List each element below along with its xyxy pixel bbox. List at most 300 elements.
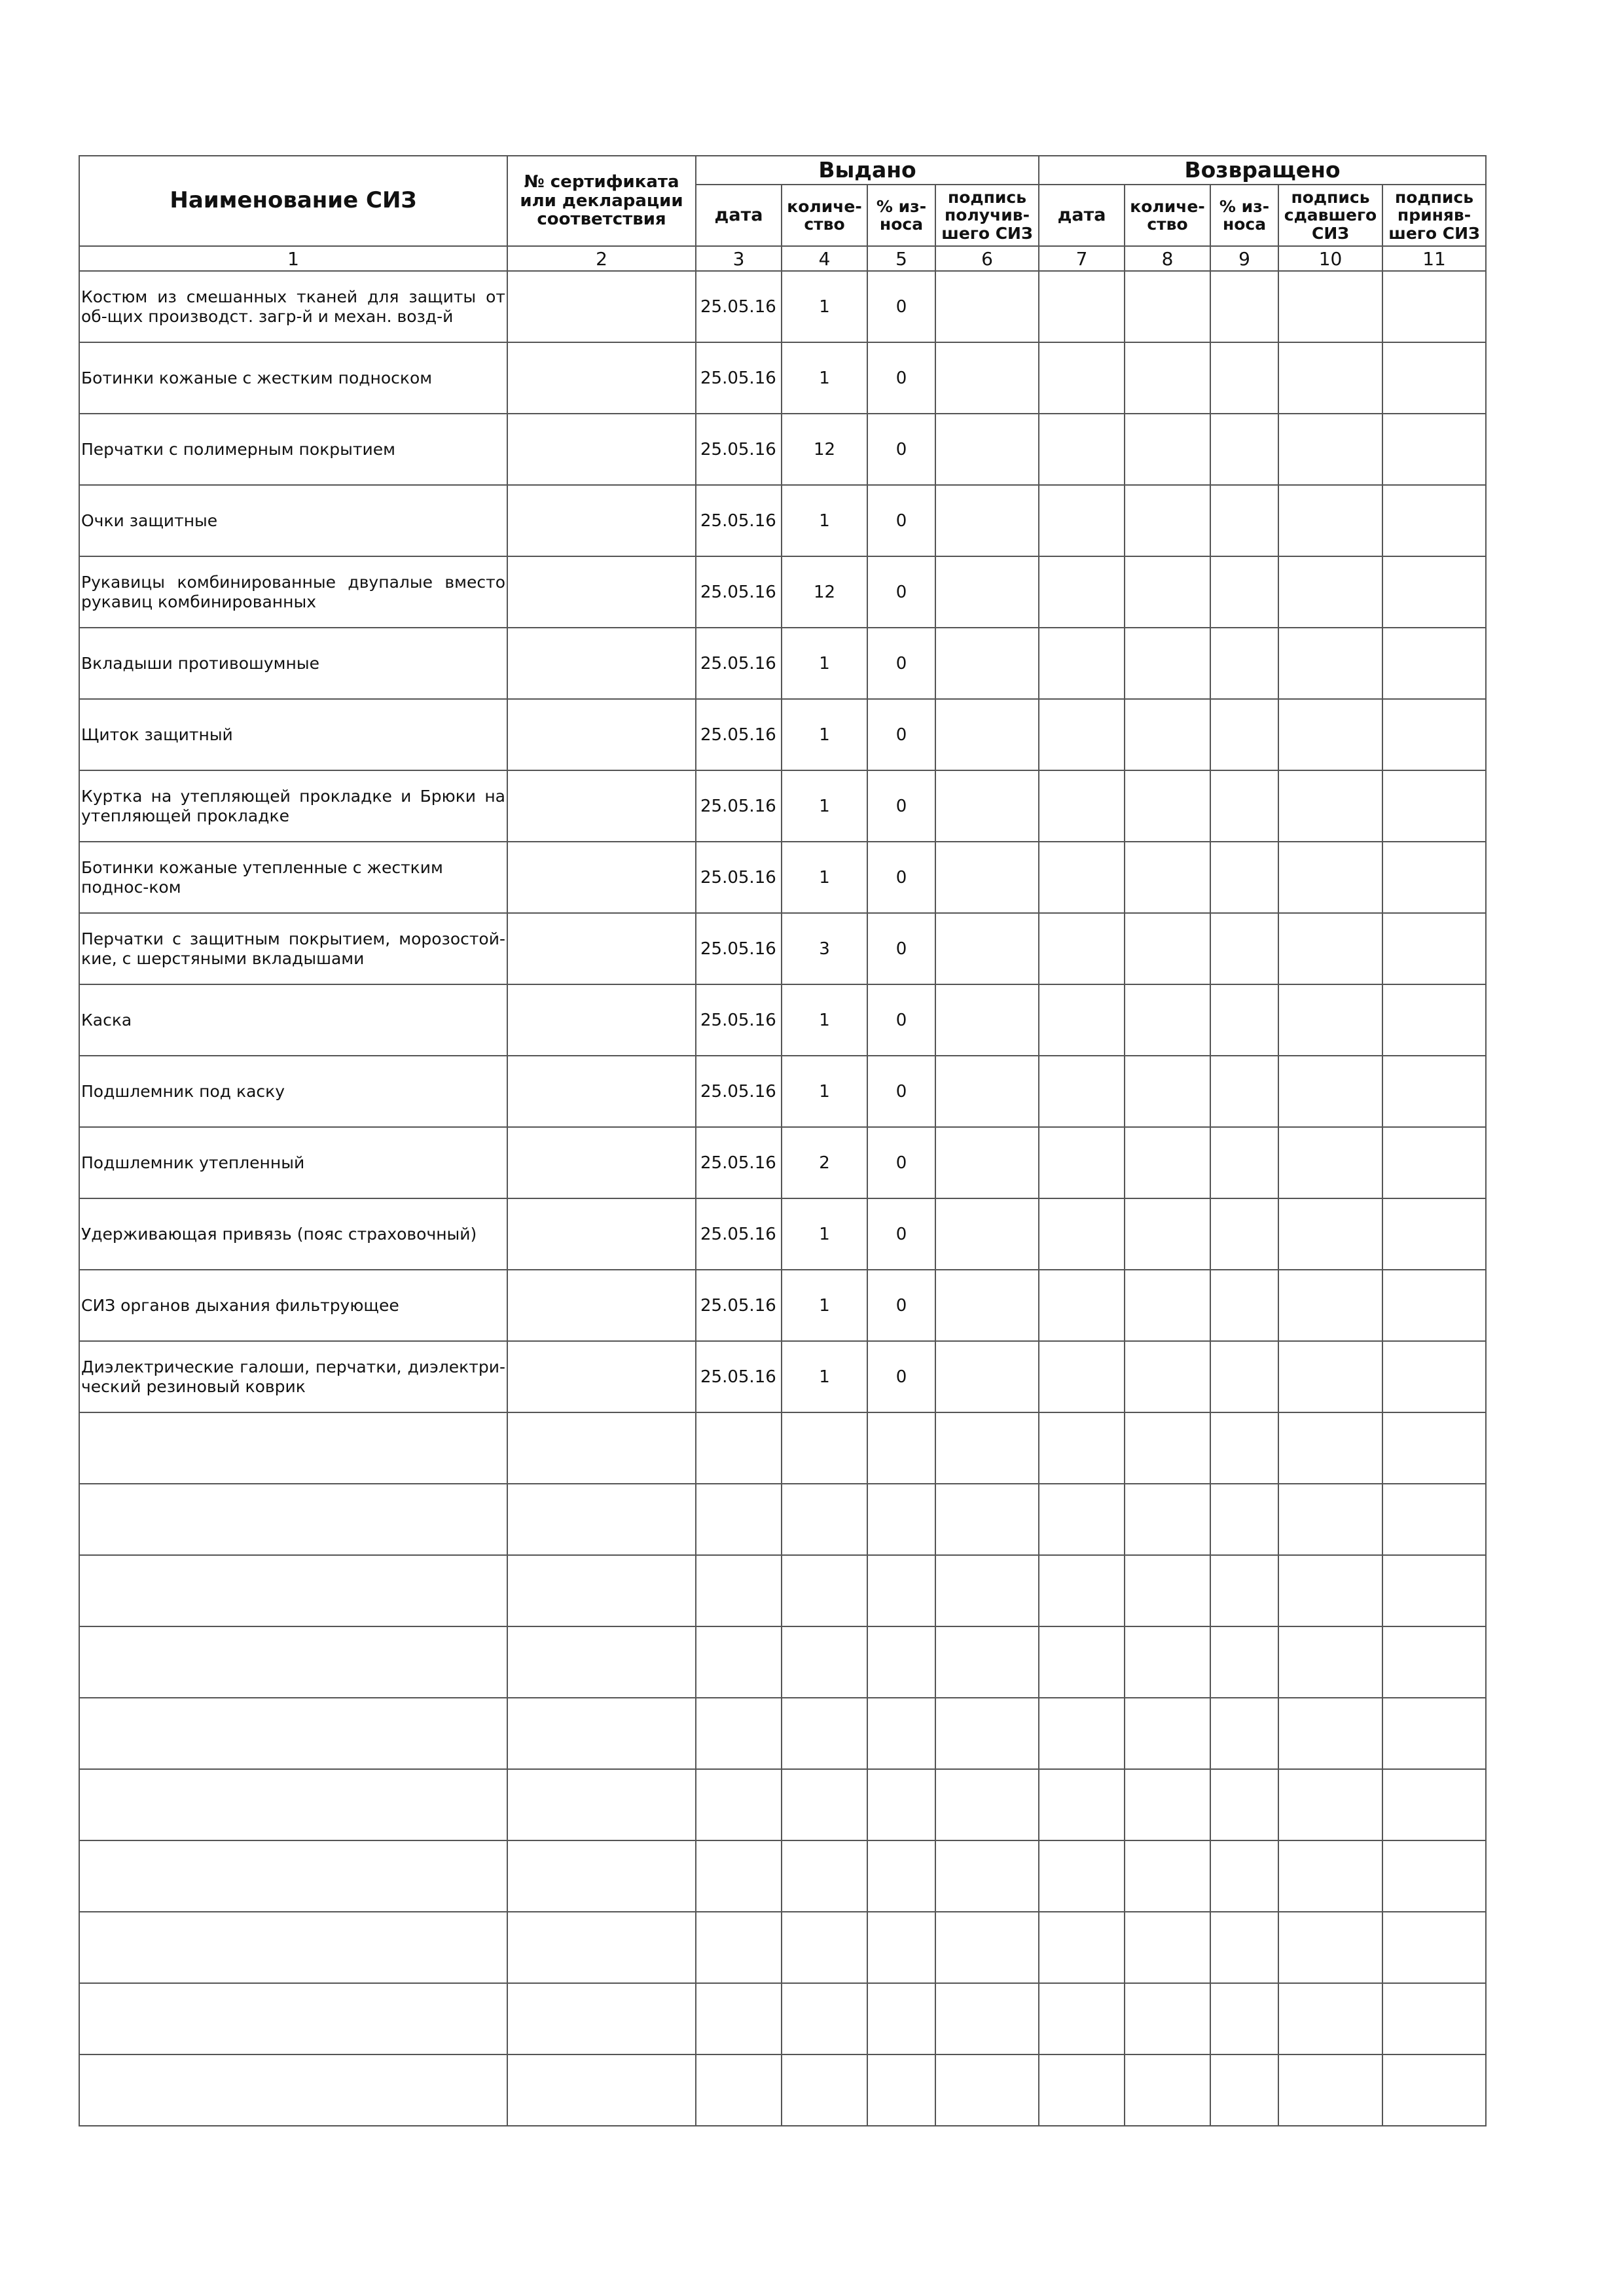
returned-receiver-signature [1382, 1840, 1486, 1912]
certificate-cell [507, 1412, 696, 1484]
returned-date [1039, 699, 1125, 770]
returned-quantity [1125, 913, 1210, 984]
certificate-cell [507, 1270, 696, 1341]
certificate-cell [507, 1056, 696, 1127]
table-row [79, 699, 1486, 770]
returned-date [1039, 414, 1125, 485]
returned-date [1039, 1198, 1125, 1270]
item-name: Ботинки кожаные с жестким подноском [79, 342, 507, 414]
returned-giver-signature [1278, 1912, 1382, 1983]
returned-quantity [1125, 1983, 1210, 2054]
header-issued-sign: подпись получив-шего СИЗ [935, 185, 1039, 246]
returned-giver-signature [1278, 1412, 1382, 1484]
certificate-cell [507, 1198, 696, 1270]
returned-quantity [1125, 342, 1210, 414]
issued-quantity: 1 [782, 1270, 867, 1341]
returned-giver-signature [1278, 913, 1382, 984]
table-row [79, 1127, 1486, 1198]
issued-wear-percent: 0 [867, 699, 935, 770]
returned-wear-percent [1210, 770, 1278, 842]
returned-wear-percent [1210, 699, 1278, 770]
issued-recipient-signature [935, 842, 1039, 913]
issued-date: 25.05.16 [696, 984, 782, 1056]
header-returned-qty: количе-ство [1125, 185, 1210, 246]
issued-date: 25.05.16 [696, 842, 782, 913]
returned-wear-percent [1210, 414, 1278, 485]
issued-wear-percent [867, 1412, 935, 1484]
issued-date [696, 1769, 782, 1840]
item-name: Очки защитные [79, 485, 507, 556]
returned-date [1039, 1626, 1125, 1698]
item-name: Удерживающая привязь (пояс страховочный) [79, 1198, 507, 1270]
issued-quantity: 1 [782, 770, 867, 842]
item-name [79, 1555, 507, 1626]
certificate-cell [507, 1769, 696, 1840]
issued-wear-percent [867, 1912, 935, 1983]
returned-giver-signature [1278, 342, 1382, 414]
returned-wear-percent [1210, 1341, 1278, 1412]
column-number: 8 [1125, 246, 1210, 271]
returned-quantity [1125, 1127, 1210, 1198]
table-row [79, 1912, 1486, 1983]
certificate-cell [507, 271, 696, 342]
issued-recipient-signature [935, 1698, 1039, 1769]
returned-receiver-signature [1382, 1484, 1486, 1555]
issued-wear-percent: 0 [867, 271, 935, 342]
table-row [79, 1198, 1486, 1270]
table-row [79, 1769, 1486, 1840]
issued-wear-percent: 0 [867, 556, 935, 628]
column-number: 5 [867, 246, 935, 271]
returned-wear-percent [1210, 1555, 1278, 1626]
returned-quantity [1125, 1341, 1210, 1412]
issued-quantity [782, 1840, 867, 1912]
issued-date: 25.05.16 [696, 485, 782, 556]
returned-giver-signature [1278, 1127, 1382, 1198]
returned-giver-signature [1278, 842, 1382, 913]
returned-date [1039, 271, 1125, 342]
returned-wear-percent [1210, 485, 1278, 556]
returned-wear-percent [1210, 1912, 1278, 1983]
issued-recipient-signature [935, 1270, 1039, 1341]
issued-recipient-signature [935, 984, 1039, 1056]
returned-receiver-signature [1382, 628, 1486, 699]
column-number-row [79, 246, 1486, 271]
returned-wear-percent [1210, 842, 1278, 913]
returned-wear-percent [1210, 1198, 1278, 1270]
item-name: Ботинки кожаные утепленные с жестким поднос-ком [79, 842, 507, 913]
returned-date [1039, 628, 1125, 699]
issued-wear-percent: 0 [867, 1127, 935, 1198]
issued-wear-percent: 0 [867, 485, 935, 556]
returned-giver-signature [1278, 628, 1382, 699]
issued-wear-percent: 0 [867, 984, 935, 1056]
table-row [79, 1412, 1486, 1484]
returned-date [1039, 1698, 1125, 1769]
returned-date [1039, 1412, 1125, 1484]
returned-wear-percent [1210, 1056, 1278, 1127]
issued-date: 25.05.16 [696, 1198, 782, 1270]
returned-receiver-signature [1382, 1341, 1486, 1412]
table-row [79, 2054, 1486, 2126]
table-row [79, 1983, 1486, 2054]
issued-wear-percent: 0 [867, 414, 935, 485]
issued-recipient-signature [935, 1412, 1039, 1484]
issued-quantity [782, 1412, 867, 1484]
issued-date [696, 1912, 782, 1983]
issued-wear-percent: 0 [867, 1341, 935, 1412]
returned-receiver-signature [1382, 1698, 1486, 1769]
issued-quantity: 12 [782, 414, 867, 485]
issued-recipient-signature [935, 913, 1039, 984]
item-name: Рукавицы комбинированные двупалые вместо рукавиц комбинированных [79, 556, 507, 628]
returned-receiver-signature [1382, 1912, 1486, 1983]
item-name: Каска [79, 984, 507, 1056]
header-issued: Выдано [696, 156, 1039, 185]
issued-wear-percent: 0 [867, 913, 935, 984]
returned-wear-percent [1210, 271, 1278, 342]
returned-date [1039, 984, 1125, 1056]
returned-date [1039, 1912, 1125, 1983]
certificate-cell [507, 556, 696, 628]
returned-quantity [1125, 1769, 1210, 1840]
returned-quantity [1125, 699, 1210, 770]
issued-recipient-signature [935, 1056, 1039, 1127]
issued-wear-percent: 0 [867, 1056, 935, 1127]
returned-giver-signature [1278, 1626, 1382, 1698]
item-name [79, 1769, 507, 1840]
returned-wear-percent [1210, 556, 1278, 628]
column-number: 7 [1039, 246, 1125, 271]
returned-giver-signature [1278, 1555, 1382, 1626]
returned-quantity [1125, 1555, 1210, 1626]
returned-wear-percent [1210, 1769, 1278, 1840]
certificate-cell [507, 628, 696, 699]
item-name: Диэлектрические галоши, перчатки, диэлектри-ческий резиновый коврик [79, 1341, 507, 1412]
certificate-cell [507, 1341, 696, 1412]
issued-date [696, 1626, 782, 1698]
issued-recipient-signature [935, 1840, 1039, 1912]
issued-quantity: 1 [782, 984, 867, 1056]
siz-issue-table [79, 155, 1487, 2126]
returned-receiver-signature [1382, 414, 1486, 485]
returned-wear-percent [1210, 1626, 1278, 1698]
returned-receiver-signature [1382, 485, 1486, 556]
issued-quantity: 1 [782, 1341, 867, 1412]
header-returned-sign-taker: подпись приняв-шего СИЗ [1382, 185, 1486, 246]
issued-recipient-signature [935, 1983, 1039, 2054]
returned-quantity [1125, 271, 1210, 342]
returned-giver-signature [1278, 1769, 1382, 1840]
issued-recipient-signature [935, 1555, 1039, 1626]
issued-date [696, 1555, 782, 1626]
issued-date: 25.05.16 [696, 699, 782, 770]
returned-giver-signature [1278, 2054, 1382, 2126]
issued-quantity: 1 [782, 271, 867, 342]
issued-quantity: 1 [782, 1198, 867, 1270]
table-row [79, 1698, 1486, 1769]
issued-date [696, 1484, 782, 1555]
returned-receiver-signature [1382, 1056, 1486, 1127]
returned-wear-percent [1210, 628, 1278, 699]
header-issued-date: дата [696, 185, 782, 246]
returned-quantity [1125, 1698, 1210, 1769]
certificate-cell [507, 770, 696, 842]
returned-receiver-signature [1382, 2054, 1486, 2126]
returned-date [1039, 1270, 1125, 1341]
returned-receiver-signature [1382, 1555, 1486, 1626]
item-name [79, 1698, 507, 1769]
item-name [79, 2054, 507, 2126]
returned-quantity [1125, 1056, 1210, 1127]
issued-recipient-signature [935, 770, 1039, 842]
returned-receiver-signature [1382, 842, 1486, 913]
item-name [79, 1983, 507, 2054]
item-name: Перчатки с защитным покрытием, морозостой-кие, с шерстяными вкладышами [79, 913, 507, 984]
certificate-cell [507, 1840, 696, 1912]
issued-quantity [782, 1555, 867, 1626]
returned-quantity [1125, 1198, 1210, 1270]
table-row [79, 1626, 1486, 1698]
issued-recipient-signature [935, 342, 1039, 414]
issued-quantity: 1 [782, 342, 867, 414]
table-row [79, 842, 1486, 913]
issued-date: 25.05.16 [696, 1056, 782, 1127]
returned-giver-signature [1278, 485, 1382, 556]
returned-receiver-signature [1382, 913, 1486, 984]
issued-wear-percent: 0 [867, 842, 935, 913]
returned-date [1039, 1341, 1125, 1412]
certificate-cell [507, 699, 696, 770]
issued-quantity [782, 2054, 867, 2126]
returned-quantity [1125, 1484, 1210, 1555]
issued-recipient-signature [935, 414, 1039, 485]
returned-quantity [1125, 1626, 1210, 1698]
issued-wear-percent [867, 1698, 935, 1769]
issued-quantity: 1 [782, 699, 867, 770]
column-number: 11 [1382, 246, 1486, 271]
issued-quantity [782, 1484, 867, 1555]
issued-date: 25.05.16 [696, 628, 782, 699]
returned-quantity [1125, 984, 1210, 1056]
item-name: Подшлемник под каску [79, 1056, 507, 1127]
returned-quantity [1125, 2054, 1210, 2126]
issued-date: 25.05.16 [696, 1270, 782, 1341]
issued-recipient-signature [935, 1127, 1039, 1198]
returned-quantity [1125, 485, 1210, 556]
returned-quantity [1125, 842, 1210, 913]
item-name: Костюм из смешанных тканей для защиты от об-щих производст. загр-й и механ. возд-й [79, 271, 507, 342]
issued-date: 25.05.16 [696, 1341, 782, 1412]
returned-giver-signature [1278, 1198, 1382, 1270]
returned-date [1039, 1127, 1125, 1198]
returned-date [1039, 770, 1125, 842]
table-row [79, 556, 1486, 628]
issued-quantity: 1 [782, 1056, 867, 1127]
table-row [79, 1840, 1486, 1912]
certificate-cell [507, 485, 696, 556]
item-name [79, 1912, 507, 1983]
issued-quantity [782, 1769, 867, 1840]
returned-giver-signature [1278, 1698, 1382, 1769]
issued-recipient-signature [935, 1341, 1039, 1412]
issued-quantity [782, 1626, 867, 1698]
issued-wear-percent [867, 1983, 935, 2054]
returned-receiver-signature [1382, 1127, 1486, 1198]
issued-recipient-signature [935, 699, 1039, 770]
issued-wear-percent: 0 [867, 1198, 935, 1270]
returned-giver-signature [1278, 770, 1382, 842]
issued-wear-percent [867, 2054, 935, 2126]
certificate-cell [507, 984, 696, 1056]
returned-date [1039, 2054, 1125, 2126]
table-row [79, 770, 1486, 842]
table-row [79, 1270, 1486, 1341]
column-number: 3 [696, 246, 782, 271]
table-row [79, 342, 1486, 414]
certificate-cell [507, 913, 696, 984]
returned-receiver-signature [1382, 556, 1486, 628]
certificate-cell [507, 1983, 696, 2054]
table-row [79, 913, 1486, 984]
issued-recipient-signature [935, 628, 1039, 699]
item-name [79, 1484, 507, 1555]
returned-receiver-signature [1382, 984, 1486, 1056]
returned-giver-signature [1278, 1270, 1382, 1341]
returned-receiver-signature [1382, 1198, 1486, 1270]
returned-date [1039, 1555, 1125, 1626]
header-returned-wear: % из-носа [1210, 185, 1278, 246]
returned-wear-percent [1210, 1840, 1278, 1912]
header-issued-wear: % из-носа [867, 185, 935, 246]
returned-wear-percent [1210, 1412, 1278, 1484]
table-row [79, 1555, 1486, 1626]
issued-date: 25.05.16 [696, 1127, 782, 1198]
returned-quantity [1125, 1912, 1210, 1983]
column-number: 4 [782, 246, 867, 271]
issued-date [696, 1412, 782, 1484]
certificate-cell [507, 414, 696, 485]
table-row [79, 1056, 1486, 1127]
returned-quantity [1125, 770, 1210, 842]
issued-wear-percent [867, 1769, 935, 1840]
issued-quantity: 1 [782, 628, 867, 699]
table-row [79, 984, 1486, 1056]
issued-quantity [782, 1912, 867, 1983]
issued-recipient-signature [935, 271, 1039, 342]
returned-wear-percent [1210, 1698, 1278, 1769]
returned-quantity [1125, 1270, 1210, 1341]
column-number: 9 [1210, 246, 1278, 271]
returned-date [1039, 1056, 1125, 1127]
returned-wear-percent [1210, 913, 1278, 984]
header-certificate: № сертификата или декларации соответствия [507, 156, 696, 246]
issued-wear-percent: 0 [867, 1270, 935, 1341]
returned-quantity [1125, 414, 1210, 485]
item-name [79, 1840, 507, 1912]
issued-quantity [782, 1698, 867, 1769]
header-returned-sign-giver: подпись сдавшего СИЗ [1278, 185, 1382, 246]
returned-receiver-signature [1382, 1983, 1486, 2054]
issued-date [696, 2054, 782, 2126]
returned-giver-signature [1278, 414, 1382, 485]
issued-quantity: 3 [782, 913, 867, 984]
issued-recipient-signature [935, 1484, 1039, 1555]
table-row [79, 628, 1486, 699]
returned-receiver-signature [1382, 699, 1486, 770]
returned-date [1039, 342, 1125, 414]
certificate-cell [507, 842, 696, 913]
issued-recipient-signature [935, 2054, 1039, 2126]
returned-giver-signature [1278, 1840, 1382, 1912]
certificate-cell [507, 2054, 696, 2126]
returned-date [1039, 913, 1125, 984]
issued-wear-percent [867, 1626, 935, 1698]
certificate-cell [507, 342, 696, 414]
issued-date: 25.05.16 [696, 556, 782, 628]
returned-giver-signature [1278, 1056, 1382, 1127]
table-row [79, 485, 1486, 556]
returned-giver-signature [1278, 271, 1382, 342]
returned-date [1039, 1769, 1125, 1840]
certificate-cell [507, 1555, 696, 1626]
issued-quantity: 2 [782, 1127, 867, 1198]
issued-quantity: 12 [782, 556, 867, 628]
returned-date [1039, 556, 1125, 628]
returned-date [1039, 842, 1125, 913]
returned-receiver-signature [1382, 1270, 1486, 1341]
issued-quantity [782, 1983, 867, 2054]
issued-date [696, 1698, 782, 1769]
returned-giver-signature [1278, 1484, 1382, 1555]
issued-date [696, 1840, 782, 1912]
returned-giver-signature [1278, 556, 1382, 628]
header-returned-date: дата [1039, 185, 1125, 246]
returned-giver-signature [1278, 699, 1382, 770]
returned-receiver-signature [1382, 1412, 1486, 1484]
table-row [79, 271, 1486, 342]
returned-wear-percent [1210, 1270, 1278, 1341]
returned-date [1039, 1484, 1125, 1555]
issued-date: 25.05.16 [696, 770, 782, 842]
issued-recipient-signature [935, 1626, 1039, 1698]
item-name: Перчатки с полимерным покрытием [79, 414, 507, 485]
issued-date: 25.05.16 [696, 913, 782, 984]
returned-giver-signature [1278, 984, 1382, 1056]
issued-quantity: 1 [782, 842, 867, 913]
certificate-cell [507, 1484, 696, 1555]
column-number: 1 [79, 246, 507, 271]
issued-wear-percent [867, 1484, 935, 1555]
item-name: Подшлемник утепленный [79, 1127, 507, 1198]
issued-recipient-signature [935, 1912, 1039, 1983]
item-name [79, 1626, 507, 1698]
returned-quantity [1125, 628, 1210, 699]
certificate-cell [507, 1912, 696, 1983]
returned-quantity [1125, 1412, 1210, 1484]
issued-recipient-signature [935, 1769, 1039, 1840]
table-body [79, 271, 1486, 2126]
issued-wear-percent [867, 1555, 935, 1626]
returned-receiver-signature [1382, 1626, 1486, 1698]
returned-receiver-signature [1382, 271, 1486, 342]
table-row [79, 414, 1486, 485]
returned-quantity [1125, 556, 1210, 628]
returned-date [1039, 485, 1125, 556]
returned-receiver-signature [1382, 342, 1486, 414]
header-name: Наименование СИЗ [79, 156, 507, 246]
header-returned: Возвращено [1039, 156, 1486, 185]
